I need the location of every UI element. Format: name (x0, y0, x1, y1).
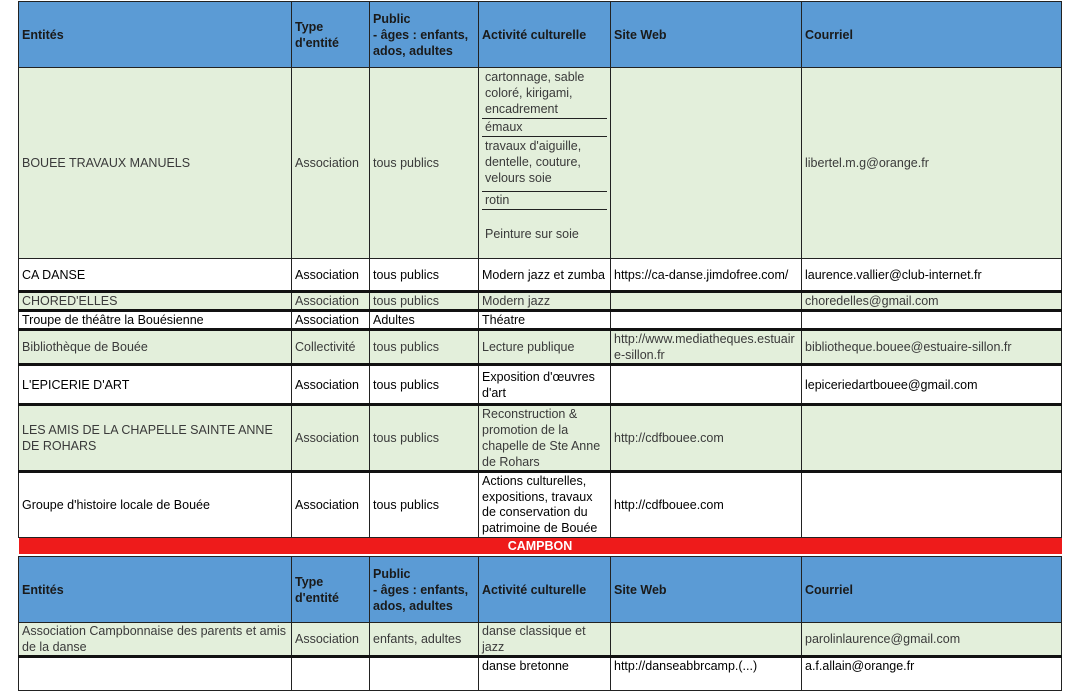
table-row (19, 311, 1062, 330)
activite-item: émaux (482, 119, 607, 137)
table-row (19, 405, 1062, 472)
entity-activite: Reconstruction & promotion de la chapelle de Ste Anne de Rohars (479, 405, 611, 472)
entity-courriel[interactable] (802, 472, 1062, 538)
entity-public: tous publics (370, 405, 479, 472)
entity-site[interactable] (611, 311, 802, 330)
table-row (19, 330, 1062, 365)
header-type: Type d'entité (292, 557, 370, 623)
activite-item: rotin (482, 192, 607, 210)
entity-site[interactable]: http://www.mediatheques.estuaire-sillon.fr (611, 330, 802, 365)
entity-activite: Actions culturelles, expositions, travaux de conservation du patrimoine de Bouée (479, 472, 611, 538)
entity-activites (479, 68, 611, 259)
entity-public: tous publics (370, 292, 479, 311)
entity-type: Association (292, 292, 370, 311)
entity-courriel[interactable] (802, 405, 1062, 472)
entity-name: Troupe de théâtre la Bouésienne (19, 311, 292, 330)
table-header (19, 2, 1062, 68)
section-title: CAMPBON (19, 538, 1062, 555)
entity-courriel[interactable]: choredelles@gmail.com (802, 292, 1062, 311)
section-band (19, 538, 1062, 555)
header-public: Public - âges : enfants, ados, adultes (370, 2, 479, 68)
header-entites: Entités (19, 557, 292, 623)
entity-site[interactable]: http://cdfbouee.com (611, 405, 802, 472)
entity-public: tous publics (370, 68, 479, 259)
entity-type: Association (292, 472, 370, 538)
activite-item: travaux d'aiguille, dentelle, couture, velours soie (482, 137, 607, 192)
entity-type: Association (292, 311, 370, 330)
entity-activite: Lecture publique (479, 330, 611, 365)
entity-type: Association (292, 405, 370, 472)
entity-public: enfants, adultes (370, 623, 479, 657)
entity-courriel[interactable]: bibliotheque.bouee@estuaire-sillon.fr (802, 330, 1062, 365)
entity-site[interactable]: http://danseabbrcamp.(...) (611, 657, 802, 691)
table-header (19, 557, 1062, 623)
table-row (19, 365, 1062, 405)
entity-type: Collectivité (292, 330, 370, 365)
entity-courriel[interactable]: lepiceriedartbouee@gmail.com (802, 365, 1062, 405)
entity-name: Bibliothèque de Bouée (19, 330, 292, 365)
entity-name (19, 657, 292, 691)
table-row (19, 259, 1062, 292)
entity-courriel[interactable]: a.f.allain@orange.fr (802, 657, 1062, 691)
entity-activite: Exposition d'œuvres d'art (479, 365, 611, 405)
entity-courriel[interactable] (802, 311, 1062, 330)
header-courriel: Courriel (802, 557, 1062, 623)
entity-site[interactable] (611, 68, 802, 259)
entity-name: Association Campbonnaise des parents et amis de la danse (19, 623, 292, 657)
entity-name: BOUEE TRAVAUX MANUELS (19, 68, 292, 259)
entity-name: L'EPICERIE D'ART (19, 365, 292, 405)
entity-courriel[interactable]: laurence.vallier@club-internet.fr (802, 259, 1062, 292)
table-row (19, 623, 1062, 657)
header-activite: Activité culturelle (479, 557, 611, 623)
header-site: Site Web (611, 557, 802, 623)
header-public: Public - âges : enfants, ados, adultes (370, 557, 479, 623)
entity-type: Association (292, 259, 370, 292)
entity-public: tous publics (370, 259, 479, 292)
entity-type: Association (292, 68, 370, 259)
entity-activite: Modern jazz et zumba (479, 259, 611, 292)
table-row (19, 292, 1062, 311)
header-type: Type d'entité (292, 2, 370, 68)
entity-site[interactable]: https://ca-danse.jimdofree.com/ (611, 259, 802, 292)
table-row (19, 68, 1062, 259)
entity-site[interactable] (611, 365, 802, 405)
table-row (19, 472, 1062, 538)
entity-activite: Modern jazz (479, 292, 611, 311)
entity-name: LES AMIS DE LA CHAPELLE SAINTE ANNE DE ROHARS (19, 405, 292, 472)
entity-site[interactable] (611, 292, 802, 311)
associations-table (18, 1, 1062, 691)
table-row (19, 657, 1062, 691)
entity-name: CHORED'ELLES (19, 292, 292, 311)
header-courriel: Courriel (802, 2, 1062, 68)
entity-activite: Théatre (479, 311, 611, 330)
entity-activite: danse classique et jazz (479, 623, 611, 657)
activite-item: Peinture sur soie (485, 227, 579, 241)
entity-name: Groupe d'histoire locale de Bouée (19, 472, 292, 538)
entity-courriel[interactable]: parolinlaurence@gmail.com (802, 623, 1062, 657)
entity-site[interactable]: http://cdfbouee.com (611, 472, 802, 538)
entity-public: tous publics (370, 365, 479, 405)
header-site: Site Web (611, 2, 802, 68)
activite-item: cartonnage, sable coloré, kirigami, encadrement (482, 68, 607, 119)
header-activite: Activité culturelle (479, 2, 611, 68)
entity-activite: danse bretonne (479, 657, 611, 691)
entity-public: Adultes (370, 311, 479, 330)
header-entites: Entités (19, 2, 292, 68)
entity-site[interactable] (611, 623, 802, 657)
entity-type: Association (292, 365, 370, 405)
entity-name: CA DANSE (19, 259, 292, 292)
entity-public: tous publics (370, 472, 479, 538)
entity-courriel[interactable]: libertel.m.g@orange.fr (802, 68, 1062, 259)
entity-public (370, 657, 479, 691)
entity-type: Association (292, 623, 370, 657)
entity-type (292, 657, 370, 691)
entity-public: tous publics (370, 330, 479, 365)
